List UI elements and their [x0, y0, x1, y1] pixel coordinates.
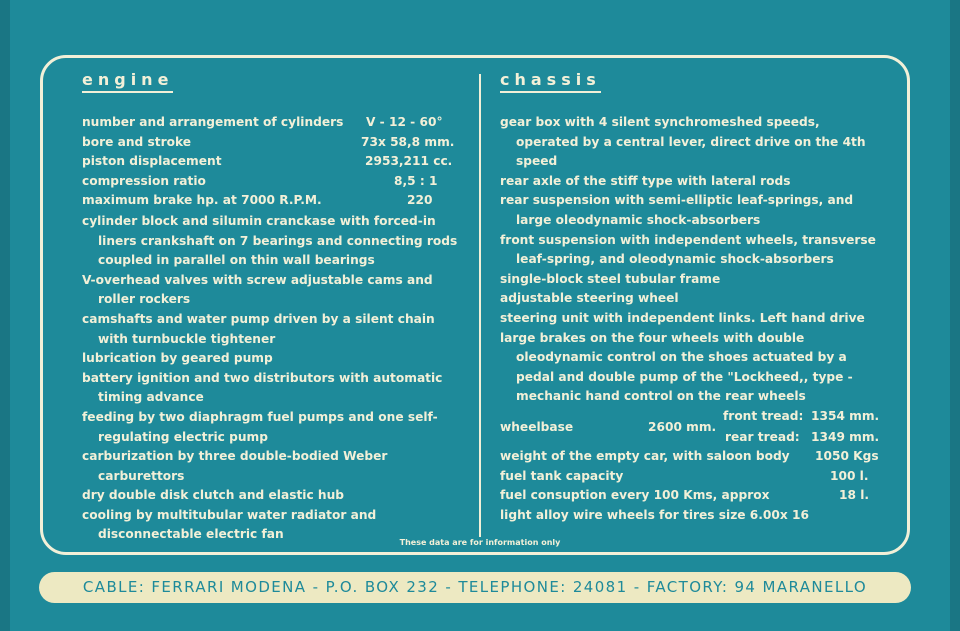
spec-label: number and arrangement of cylinders	[82, 115, 344, 129]
spec-row	[500, 467, 885, 487]
wheelbase-block	[500, 407, 885, 447]
engine-heading: engine	[82, 70, 173, 93]
wheelbase-label: wheelbase	[500, 419, 574, 434]
column-divider	[479, 74, 481, 537]
front-tread-label: front tread:	[723, 408, 804, 423]
spec-row	[82, 172, 467, 192]
feature-item: feeding by two diaphragm fuel pumps and one self-regulating electric pump	[82, 409, 438, 444]
chassis-column	[500, 70, 885, 525]
rear-tread-label: rear tread:	[725, 429, 800, 444]
spec-label: piston displacement	[82, 154, 222, 169]
feature-item: gear box with 4 silent synchromeshed speeds, operated by a central lever, direct drive on the 4th speed	[500, 115, 866, 169]
feature-item: camshafts and water pump driven by a silent chain with turnbuckle tightener	[82, 311, 435, 346]
chassis-heading: chassis	[500, 70, 601, 93]
feature-item: dry double disk clutch and elastic hub	[82, 488, 344, 503]
spec-label: fuel consuption every 100 Kms, approx	[500, 488, 770, 503]
feature-item: steering unit with independent links. Left hand drive	[500, 310, 865, 325]
spec-label: weight of the empty car, with saloon body	[500, 448, 790, 463]
info-note: These data are for information only	[399, 538, 561, 547]
engine-column	[82, 70, 467, 545]
feature-item: V-overhead valves with screw adjustable cams and roller rockers	[82, 272, 433, 307]
wheelbase-value: 2600 mm.	[648, 419, 717, 434]
spec-label: bore and stroke	[82, 134, 191, 149]
rear-tread-value: 1349 mm.	[811, 429, 880, 444]
contact-footer: CABLE: FERRARI MODENA - P.O. BOX 232 - TELEPHONE: 24081 - FACTORY: 94 MARANELLO	[39, 572, 911, 603]
feature-item: adjustable steering wheel	[500, 291, 679, 306]
spec-row	[500, 447, 885, 467]
spec-value: 2953,211 cc.	[365, 154, 453, 169]
left-edge	[0, 0, 10, 631]
feature-item: carburization by three double-bodied Weber carburettors	[82, 449, 388, 483]
feature-item: cylinder block and silumin cranckase with forced-in liners crankshaft on 7 bearings and connecting rods coupled in parallel on thin wall bearings	[82, 213, 458, 268]
feature-item: lubrication by geared pump	[82, 351, 273, 366]
spec-value: 18 l.	[839, 488, 870, 503]
feature-item: rear suspension with semi-elliptic leaf-springs, and large oleodynamic shock-absorbers	[500, 193, 854, 227]
front-tread-value: 1354 mm.	[811, 408, 880, 423]
spec-row	[500, 486, 885, 506]
spec-row	[82, 191, 467, 211]
feature-item: battery ignition and two distributors with automatic timing advance	[82, 370, 443, 405]
feature-item: cooling by multitubular water radiator and disconnectable electric fan	[82, 507, 377, 542]
right-edge	[950, 0, 960, 631]
feature-item: large brakes on the four wheels with double oleodynamic control on the shoes actuated by a pedal and double pump of the "Lockheed,, type - mechanic hand control on the rear wheels	[500, 330, 853, 404]
feature-item: single-block steel tubular frame	[500, 271, 721, 286]
spec-label: fuel tank capacity	[500, 468, 624, 483]
spec-row	[82, 133, 467, 153]
spec-row	[82, 113, 467, 133]
spec-row	[82, 152, 467, 172]
spec-value: 73x 58,8 mm.	[361, 134, 455, 149]
feature-item: light alloy wire wheels for tires size 6.00x 16	[500, 507, 809, 522]
spec-label: maximum brake hp. at 7000 R.P.M.	[82, 193, 322, 208]
spec-value: 100 l.	[830, 468, 869, 483]
spec-label: compression ratio	[82, 173, 206, 188]
spec-value: 220	[407, 193, 433, 208]
feature-item: front suspension with independent wheels, transverse leaf-spring, and oleodynamic shock-absorbers	[500, 232, 876, 267]
spec-value: V - 12 - 60°	[366, 115, 443, 129]
spec-value: 8,5 : 1	[394, 173, 438, 188]
spec-value: 1050 Kgs	[815, 448, 879, 463]
feature-item: rear axle of the stiff type with lateral rods	[500, 173, 791, 188]
